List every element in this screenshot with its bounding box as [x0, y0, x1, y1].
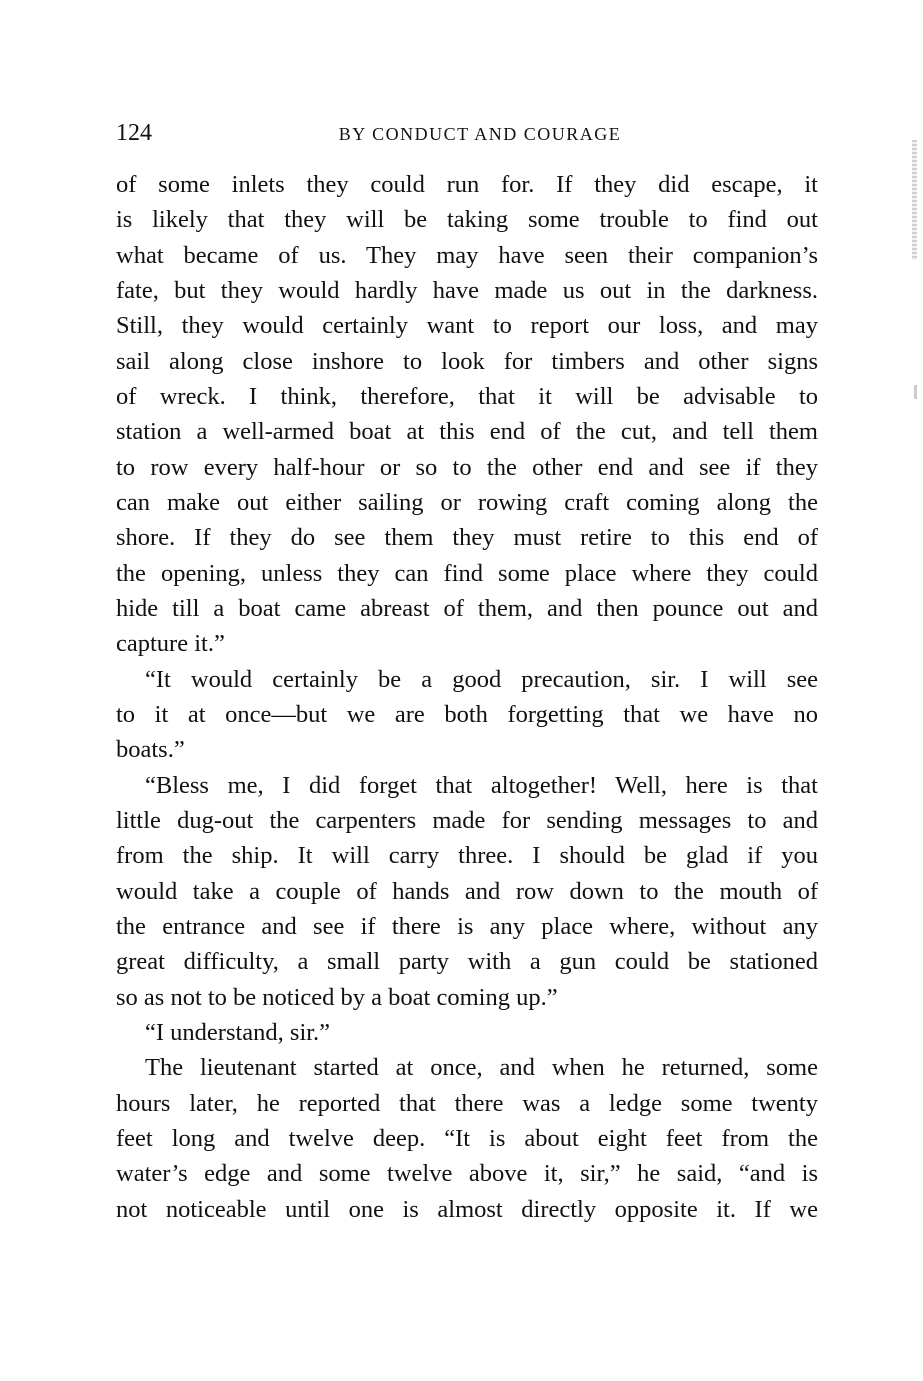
text-line: station a well-armed boat at this end of the cut, and tell them — [116, 418, 818, 446]
text-line: so as not to be noticed by a boat coming up.” — [116, 983, 558, 1011]
page-number: 124 — [116, 120, 152, 146]
text-line: water’s edge and some twelve above it, sir,” he said, “and is — [116, 1160, 818, 1188]
text-line: “I understand, sir.” — [145, 1018, 331, 1046]
text-line: boats.” — [116, 736, 185, 764]
text-line: hide till a boat came abreast of them, and then pounce out and — [116, 594, 818, 622]
text-line: The lieutenant started at once, and when he returned, some — [145, 1054, 818, 1082]
text-line: of some inlets they could run for. If they did escape, it — [116, 171, 818, 198]
text-line: capture it.” — [116, 630, 225, 658]
text-line: to row every half-hour or so to the other end and see if they — [116, 453, 818, 481]
text-line: what became of us. They may have seen their companion’s — [116, 241, 818, 269]
text-line: little dug-out the carpenters made for sending messages to and — [116, 806, 818, 834]
text-line: “It would certainly be a good precaution, sir. I will see — [145, 665, 818, 693]
text-line: the entrance and see if there is any place where, without any — [116, 912, 818, 940]
text-line: the opening, unless they can find some place where they could — [116, 559, 818, 587]
text-line: great difficulty, a small party with a gun could be stationed — [116, 948, 818, 976]
text-line: is likely that they will be taking some trouble to find out — [116, 206, 818, 234]
text-line: to it at once—but we are both forgetting that we have no — [116, 700, 818, 728]
text-line: hours later, he reported that there was a ledge some twenty — [116, 1089, 818, 1117]
running-title: BY CONDUCT AND COURAGE — [338, 124, 622, 144]
text-line: fate, but they would hardly have made us out in the darkness. — [116, 276, 818, 304]
text-line: from the ship. It will carry three. I should be glad if you — [116, 842, 818, 870]
text-line: Still, they would certainly want to report our loss, and may — [116, 312, 818, 340]
text-line: of wreck. I think, therefore, that it will be advisable to — [116, 382, 818, 410]
scan-artifact — [912, 140, 917, 260]
text-line: feet long and twelve deep. “It is about eight feet from the — [116, 1124, 818, 1152]
text-line: would take a couple of hands and row down to the mouth of — [116, 877, 818, 905]
text-line: can make out either sailing or rowing craft coming along the — [116, 488, 818, 516]
text-line: sail along close inshore to look for timbers and other signs — [116, 347, 818, 375]
text-line: shore. If they do see them they must retire to this end of — [116, 524, 818, 552]
text-line: not noticeable until one is almost directly opposite it. If we — [116, 1195, 818, 1223]
scan-artifact — [914, 385, 917, 399]
text-line: “Bless me, I did forget that altogether! Well, here is that — [145, 771, 818, 799]
